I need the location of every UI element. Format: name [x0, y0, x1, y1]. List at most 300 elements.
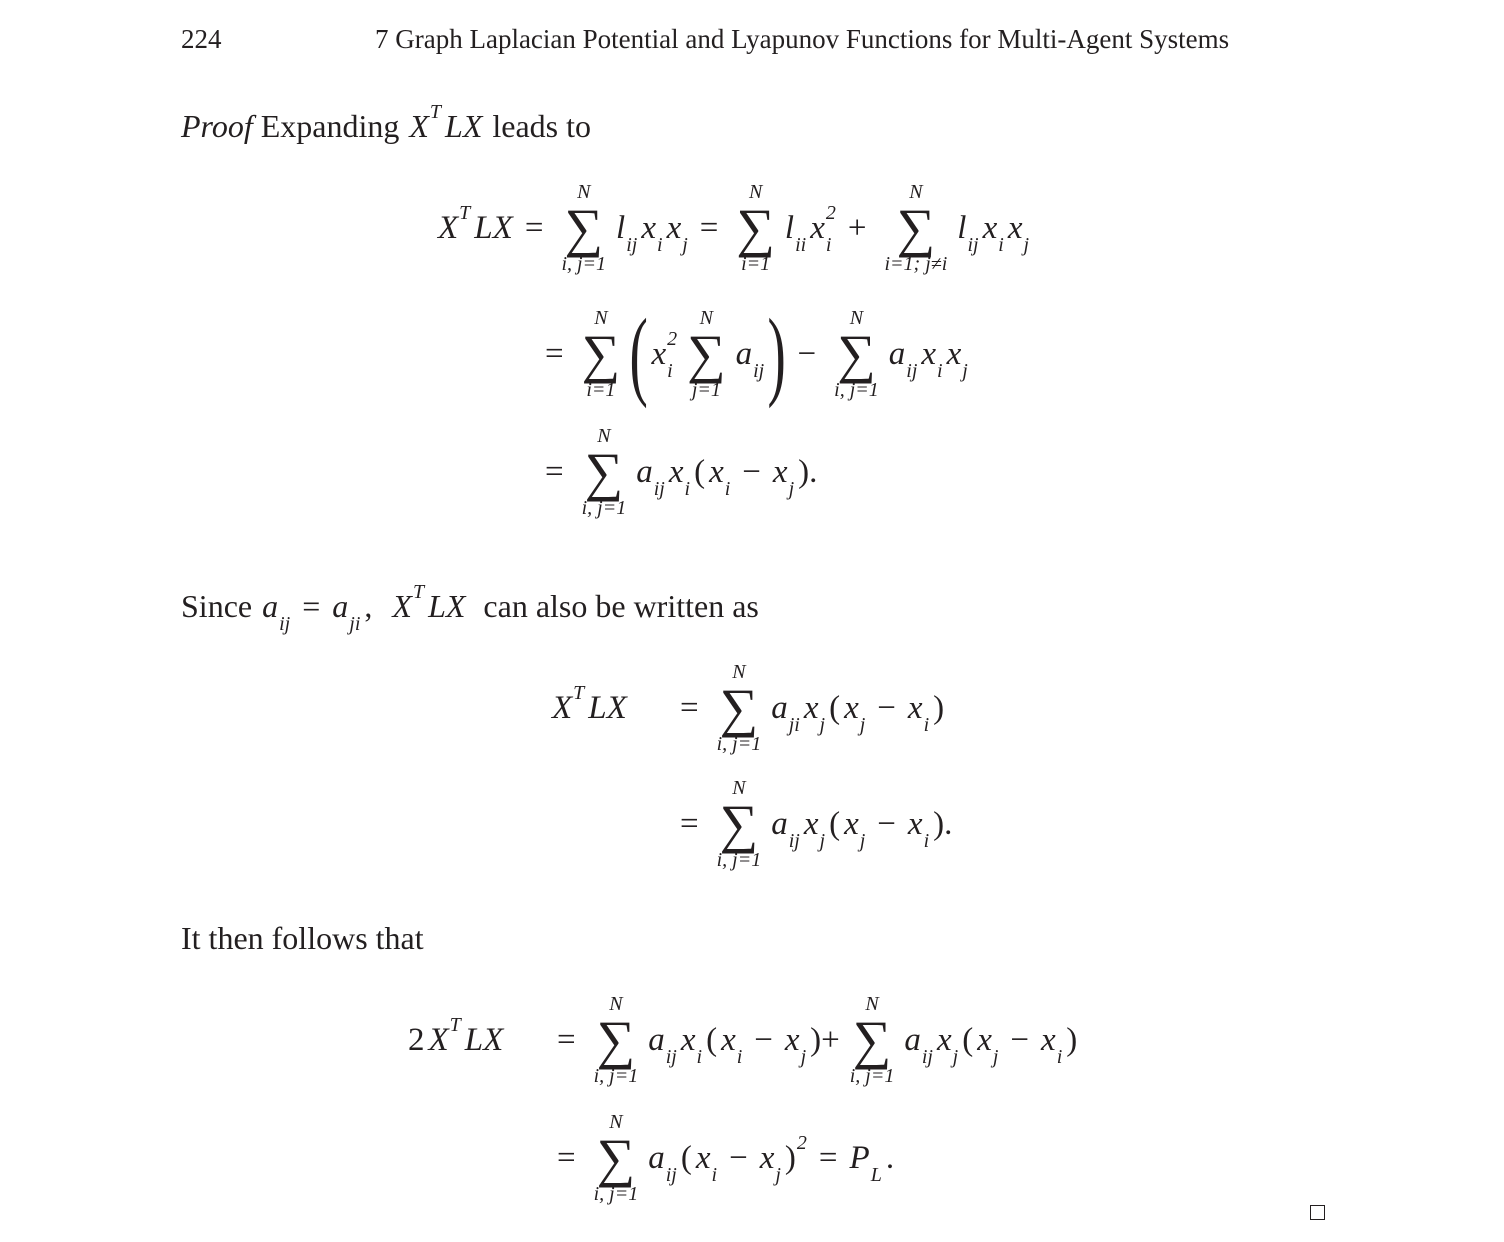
subscript: j: [788, 478, 795, 500]
script: [1023, 210, 1030, 256]
math-term: [680, 690, 699, 727]
math-term: [933, 806, 952, 843]
math-symbol: =: [557, 1139, 576, 1176]
math-term: [759, 1139, 781, 1186]
math-term: [700, 210, 719, 247]
math-symbol: x: [982, 209, 998, 246]
math-term: [936, 1021, 959, 1068]
superscript: [737, 1016, 743, 1034]
summation: [884, 181, 947, 275]
math-symbol: x: [907, 689, 923, 726]
math-term: [648, 1139, 677, 1186]
script: [724, 454, 731, 500]
sum-upper-limit: N: [732, 777, 746, 799]
subscript: i: [1056, 1046, 1063, 1068]
superscript: T: [429, 100, 442, 123]
math-symbol: ).: [798, 453, 818, 490]
math-symbol: (: [680, 1139, 692, 1176]
equation-line: [535, 402, 819, 542]
math-symbol: X: [428, 1021, 449, 1058]
math-symbol: X: [552, 689, 573, 726]
subscript: j: [819, 830, 826, 852]
superscript: [682, 204, 688, 222]
subscript: j: [859, 830, 866, 852]
math-term: [754, 1022, 773, 1059]
equation-line: [436, 158, 1031, 298]
sigma-symbol: ∑: [596, 1128, 636, 1188]
superscript: T: [459, 202, 471, 224]
superscript: [820, 800, 826, 818]
math-symbol: +: [847, 209, 867, 246]
sum-upper-limit: N: [732, 661, 746, 683]
script: [429, 100, 442, 145]
math-term: [438, 202, 471, 247]
math-term: [771, 689, 800, 736]
sum-upper-limit: N: [609, 1111, 623, 1133]
math-term: [465, 1022, 504, 1059]
script: [819, 806, 826, 852]
math-term: [907, 805, 930, 852]
math-symbol: =: [818, 1139, 838, 1176]
subscript: [797, 1166, 807, 1184]
math-term: [729, 1140, 748, 1177]
subscript: j: [819, 714, 826, 736]
math-term: [798, 336, 817, 373]
superscript: [789, 448, 795, 466]
math-symbol: LX: [588, 689, 627, 726]
script: [906, 336, 918, 382]
math-term: [1041, 1021, 1063, 1068]
script: [665, 1022, 677, 1068]
math-term: [844, 689, 866, 736]
math-term: [641, 209, 663, 256]
superscript: T: [573, 682, 585, 704]
script: [412, 580, 425, 625]
subscript: i: [667, 360, 673, 382]
sum-lower-limit: i, j=1: [849, 1065, 895, 1087]
math-term: [557, 1140, 576, 1177]
script: [923, 806, 930, 852]
math-term: [784, 1132, 807, 1177]
sum-upper-limit: N: [609, 993, 623, 1015]
superscript: [725, 448, 731, 466]
subscript: i: [724, 478, 731, 500]
math-term: [668, 453, 691, 500]
proof-intro: [181, 100, 591, 145]
math-symbol: =: [680, 689, 699, 726]
sigma-symbol: ∑: [584, 442, 624, 502]
inline-math: [390, 580, 467, 625]
summation: [736, 181, 775, 275]
superscript: [860, 684, 866, 702]
sum-upper-limit: N: [699, 307, 714, 329]
subscript: ij: [665, 1046, 677, 1068]
inline-math: [407, 100, 484, 145]
script: [696, 1022, 703, 1068]
math-symbol: a: [771, 689, 788, 726]
superscript: [795, 204, 806, 222]
subscript: ij: [906, 360, 918, 382]
math-symbol: =: [557, 1021, 576, 1058]
math-term: [545, 336, 564, 373]
math-symbol: x: [844, 805, 859, 842]
math-symbol: a: [262, 588, 279, 624]
math-term: [616, 209, 638, 256]
sum-upper-limit: N: [865, 993, 879, 1015]
superscript: [626, 204, 637, 222]
script: [657, 210, 663, 256]
math-term: [695, 1139, 718, 1186]
inline-math: [260, 588, 374, 635]
math-term: [844, 805, 866, 852]
math-symbol: ).: [933, 805, 953, 842]
math-symbol: =: [524, 209, 544, 246]
math-symbol: x: [772, 453, 788, 490]
sum-lower-limit: i, j=1: [716, 849, 762, 871]
math-symbol: x: [668, 453, 684, 490]
superscript: [685, 448, 691, 466]
script: [992, 1022, 999, 1068]
sum-lower-limit: i=1: [741, 253, 771, 275]
sum-lower-limit: i, j=1: [834, 379, 879, 401]
math-symbol: −: [1010, 1021, 1030, 1058]
math-term: [904, 1021, 933, 1068]
summation: [850, 993, 895, 1087]
math-symbol: x: [680, 1021, 696, 1058]
superscript: [801, 1016, 807, 1034]
script: [923, 690, 930, 736]
math-term: [742, 454, 761, 491]
subscript: j: [992, 1046, 999, 1068]
sum-lower-limit: i=1; j≠i: [884, 253, 948, 275]
math-symbol: a: [636, 453, 653, 490]
script: [795, 210, 807, 256]
math-symbol: .: [885, 1139, 895, 1176]
script: [796, 1132, 807, 1176]
superscript: [753, 330, 764, 348]
math-term: [1010, 1022, 1029, 1059]
summation: [582, 307, 621, 401]
subscript: i: [657, 234, 663, 256]
equation-lhs: [406, 970, 505, 1110]
script: [788, 690, 800, 736]
superscript: [789, 800, 800, 818]
sigma-symbol: ∑: [736, 198, 775, 258]
script: [800, 1022, 807, 1068]
math-symbol: a: [332, 588, 349, 624]
math-term: [651, 328, 678, 382]
summation: [834, 307, 879, 401]
math-symbol: a: [648, 1139, 665, 1176]
math-term: [474, 210, 513, 247]
summation: [594, 993, 639, 1087]
math-term: [648, 1021, 677, 1068]
math-term: [636, 453, 665, 500]
script: [626, 210, 638, 256]
script: [859, 690, 866, 736]
subscript: ii: [795, 234, 807, 256]
sigma-symbol: ∑: [852, 1010, 892, 1070]
script: [653, 454, 665, 500]
math-symbol: LX: [428, 588, 466, 624]
math-symbol: (: [706, 1021, 718, 1058]
math-term: [810, 202, 836, 256]
summation: [687, 307, 726, 401]
math-symbol: =: [699, 209, 719, 246]
sum-lower-limit: i, j=1: [593, 1065, 639, 1087]
math-term: [694, 454, 705, 491]
superscript: [860, 800, 866, 818]
math-term: [784, 1021, 807, 1068]
math-term: [946, 335, 968, 382]
script: [921, 1022, 933, 1068]
script: [711, 1140, 718, 1186]
math-symbol: ): [1066, 1021, 1078, 1058]
math-term: [907, 689, 930, 736]
superscript: [871, 1134, 882, 1152]
sigma-symbol: ∑: [596, 1010, 636, 1070]
script: [775, 1140, 781, 1186]
math-symbol: )+: [810, 1021, 840, 1058]
since-line: [181, 580, 759, 635]
subscript: j: [800, 1046, 807, 1068]
script: [459, 202, 471, 246]
superscript: [967, 204, 978, 222]
math-symbol: x: [695, 1139, 711, 1176]
sum-lower-limit: i, j=1: [561, 253, 607, 275]
proof-label: Proof: [181, 108, 253, 144]
math-term: [706, 1022, 717, 1059]
math-symbol: x: [921, 335, 937, 372]
math-symbol: (: [694, 453, 706, 490]
math-symbol: LX: [464, 1021, 504, 1058]
subscript: i: [736, 1046, 743, 1068]
math-term: [428, 1014, 461, 1059]
math-term: [772, 453, 795, 500]
equation-lhs: [550, 638, 629, 778]
math-term: [957, 209, 979, 256]
math-term: [721, 1021, 743, 1068]
equation-line: [670, 754, 954, 894]
math-symbol: −: [797, 335, 817, 372]
superscript: [993, 1016, 999, 1034]
math-symbol: =: [680, 805, 699, 842]
math-symbol: x: [946, 335, 962, 372]
follows-text: It then follows that: [181, 920, 424, 956]
math-symbol: P: [849, 1139, 870, 1176]
math-term: [810, 1022, 840, 1059]
math-symbol: x: [810, 209, 825, 246]
math-symbol: x: [907, 805, 923, 842]
math-symbol: X: [438, 209, 459, 246]
subscript: i: [937, 360, 943, 382]
math-term: [364, 588, 372, 625]
math-term: [525, 210, 544, 247]
script: [952, 1022, 959, 1068]
math-term: [849, 1139, 882, 1186]
script: [870, 1140, 882, 1186]
math-term: [803, 689, 826, 736]
script: [753, 336, 765, 382]
script: [573, 682, 585, 726]
summation: [717, 777, 762, 871]
superscript: [654, 448, 665, 466]
math-term: [680, 1021, 703, 1068]
superscript: 2: [825, 202, 836, 224]
math-symbol: a: [648, 1021, 665, 1058]
sum-upper-limit: N: [594, 307, 608, 329]
math-term: [735, 335, 765, 382]
math-symbol: −: [877, 805, 896, 842]
subscript: i: [711, 1164, 718, 1186]
sum-upper-limit: N: [909, 181, 923, 203]
math-term: [982, 209, 1004, 256]
math-term: [445, 108, 482, 145]
math-term: [819, 1140, 838, 1177]
math-term: [588, 690, 627, 727]
math-term: [680, 806, 699, 843]
sum-lower-limit: i, j=1: [716, 733, 762, 755]
script: [682, 210, 688, 256]
math-symbol: a: [888, 335, 906, 372]
script: [998, 210, 1004, 256]
math-symbol: x: [666, 209, 682, 246]
script: [279, 589, 291, 635]
proof-text: Expanding: [260, 108, 400, 144]
sum-lower-limit: i, j=1: [593, 1183, 639, 1205]
subscript: ij: [279, 612, 291, 635]
superscript: [924, 800, 930, 818]
subscript: i: [684, 478, 691, 500]
math-symbol: x: [1007, 209, 1023, 246]
math-term: [709, 453, 731, 500]
subscript: ij: [921, 1046, 933, 1068]
math-symbol: −: [742, 453, 761, 490]
math-symbol: x: [844, 689, 859, 726]
math-symbol: x: [651, 335, 667, 372]
math-symbol: =: [302, 588, 321, 624]
superscript: [962, 330, 968, 348]
math-term: [1007, 209, 1030, 256]
since-text: Since: [181, 588, 253, 624]
since-text: can also be written as: [483, 588, 759, 624]
superscript: [1057, 1016, 1063, 1034]
math-symbol: −: [729, 1139, 748, 1176]
large-parenthesis: (: [629, 298, 648, 409]
subscript: [573, 716, 584, 734]
equation-line: [547, 1088, 896, 1228]
script: [937, 336, 943, 382]
superscript: [279, 583, 290, 601]
math-symbol: x: [977, 1021, 992, 1058]
subscript: [459, 236, 470, 254]
sum-upper-limit: N: [577, 181, 591, 203]
math-symbol: x: [721, 1021, 736, 1058]
math-symbol: l: [957, 209, 967, 246]
sum-lower-limit: i, j=1: [581, 497, 627, 519]
subscript: j: [1023, 234, 1030, 256]
sum-lower-limit: j=1: [691, 379, 721, 401]
math-term: [888, 335, 918, 382]
script: [667, 328, 678, 382]
math-term: [262, 588, 291, 635]
qed-box-icon: [1310, 1205, 1325, 1220]
subscript: ji: [349, 612, 361, 635]
subscript: ij: [626, 234, 638, 256]
math-term: [1066, 1022, 1077, 1059]
superscript: [1023, 204, 1029, 222]
math-symbol: LX: [445, 108, 483, 144]
subscript: L: [870, 1164, 882, 1186]
sum-upper-limit: N: [597, 425, 611, 447]
math-symbol: x: [784, 1021, 800, 1058]
superscript: [922, 1016, 933, 1034]
math-term: [557, 1022, 576, 1059]
math-term: [829, 806, 840, 843]
subscript: ij: [967, 234, 979, 256]
math-term: [666, 209, 688, 256]
math-term: [962, 1022, 973, 1059]
script: [449, 1014, 461, 1058]
subscript: j: [775, 1164, 781, 1186]
superscript: 2: [667, 328, 678, 350]
math-symbol: (: [829, 805, 841, 842]
math-term: [803, 805, 826, 852]
superscript: [789, 684, 800, 702]
script: [788, 454, 795, 500]
math-symbol: =: [545, 335, 564, 372]
superscript: [937, 330, 943, 348]
math-symbol: X: [409, 108, 429, 144]
script: [967, 210, 979, 256]
superscript: [775, 1134, 781, 1152]
math-symbol: ): [933, 689, 945, 726]
math-symbol: x: [641, 209, 656, 246]
summation: [561, 181, 606, 275]
math-term: [886, 1140, 894, 1177]
math-term: [545, 454, 564, 491]
math-symbol: −: [754, 1021, 773, 1058]
subscript: j: [962, 360, 968, 382]
superscript: [697, 1016, 703, 1034]
subscript: i: [696, 1046, 703, 1068]
subscript: [430, 135, 441, 153]
math-symbol: x: [936, 1021, 952, 1058]
math-term: [681, 1140, 692, 1177]
superscript: [657, 204, 663, 222]
subscript: j: [952, 1046, 959, 1068]
sigma-symbol: ∑: [837, 324, 876, 384]
math-symbol: =: [545, 453, 564, 490]
math-symbol: ,: [364, 588, 373, 624]
superscript: [924, 684, 930, 702]
subscript: [413, 615, 424, 633]
script: [736, 1022, 743, 1068]
sum-upper-limit: N: [849, 307, 864, 329]
sigma-symbol: ∑: [564, 198, 603, 258]
math-term: [977, 1021, 999, 1068]
sigma-symbol: ∑: [719, 794, 759, 854]
subscript: i: [923, 714, 930, 736]
math-symbol: x: [803, 805, 819, 842]
script: [1056, 1022, 1063, 1068]
superscript: [820, 684, 826, 702]
math-term: [302, 588, 320, 625]
math-symbol: −: [877, 689, 896, 726]
proof-text: leads to: [492, 108, 591, 144]
math-symbol: x: [759, 1139, 775, 1176]
subscript: i: [998, 234, 1004, 256]
